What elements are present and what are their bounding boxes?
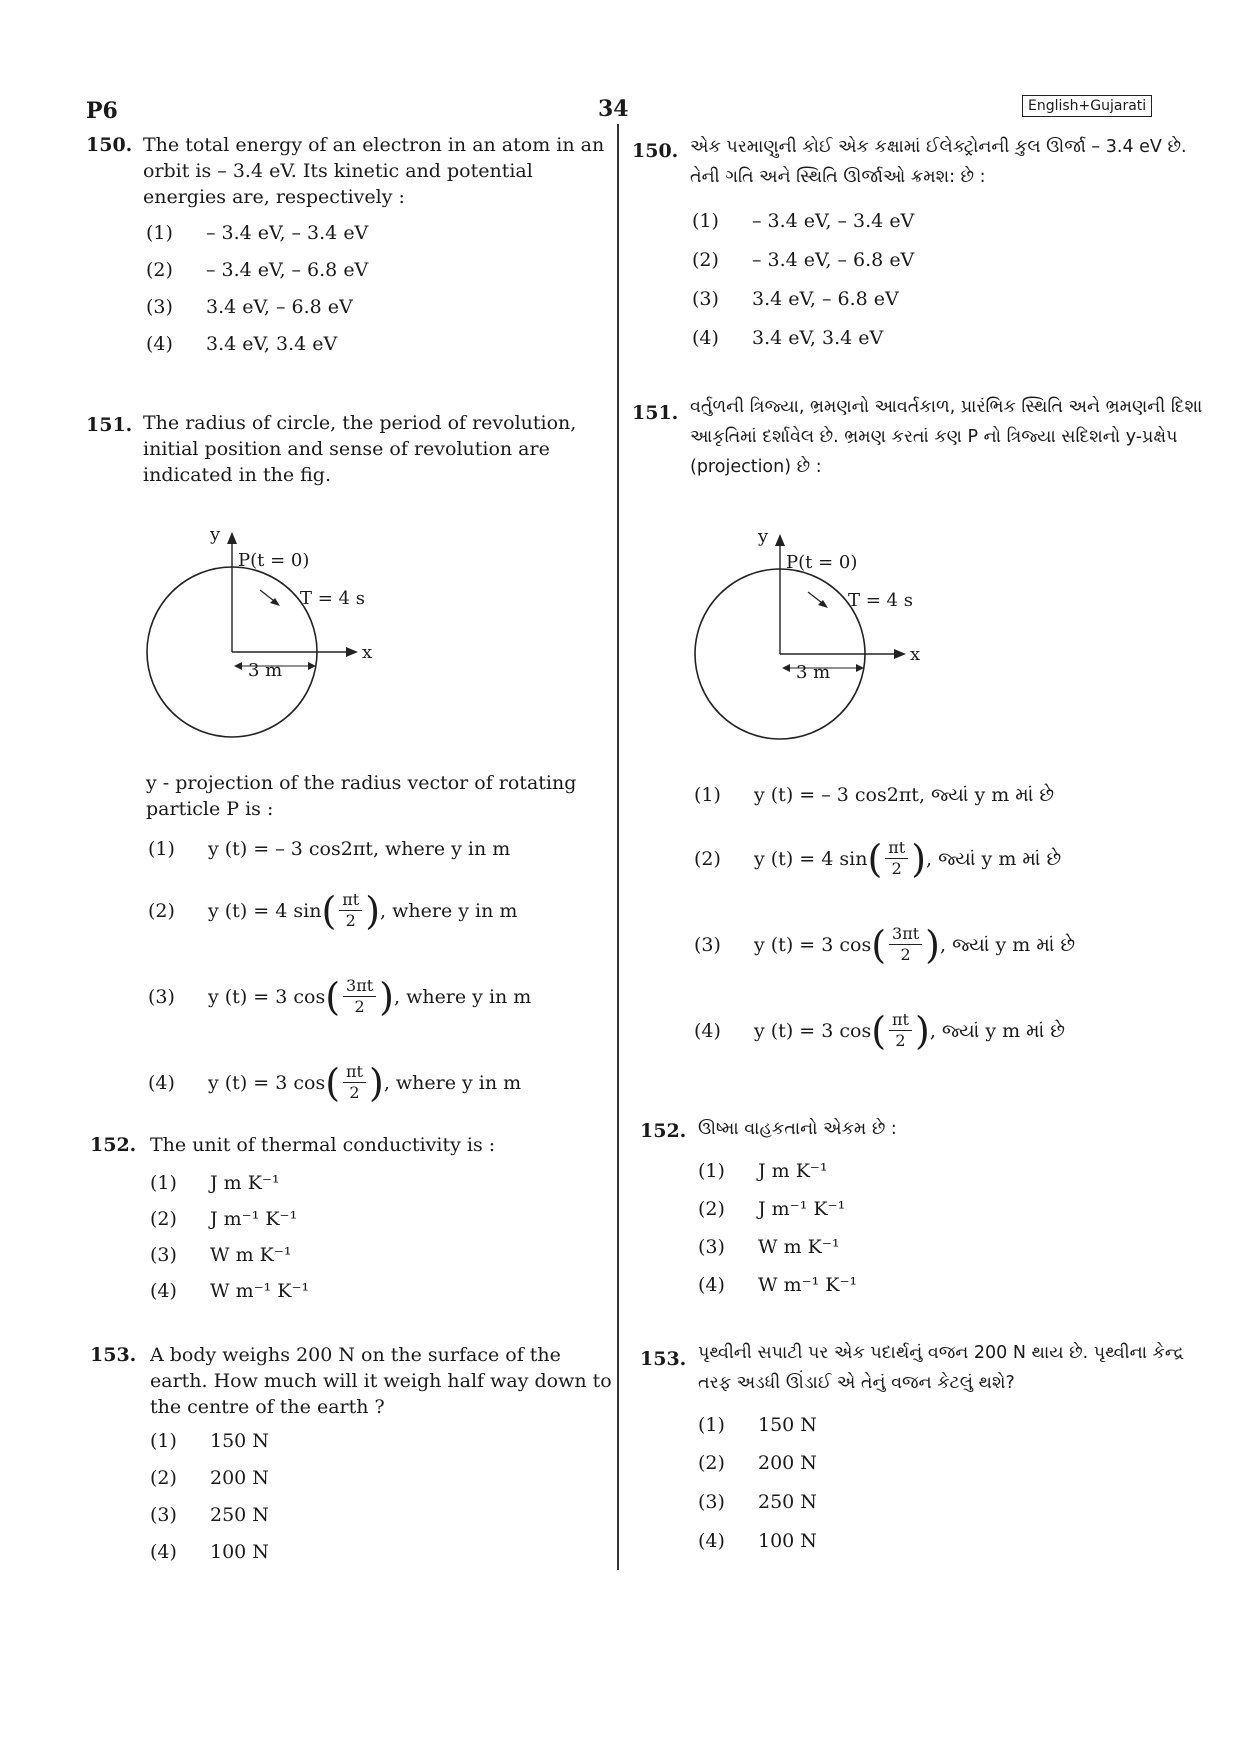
question-text: A body weighs 200 N on the surface of the earth. How much will it weigh half way down to the centre of the earth ? [150,1344,612,1418]
option: (1) J m K⁻¹ [698,1160,828,1182]
question-text: વર્તુળની ત્રિજ્યા, ભ્રમણનો આવર્તકાળ, પ્રારંભિક સ્થિતિ અને ભ્રમણની દિશા આકૃતિમાં દર્શાવેલ છે. ભ્રમણ કરતાં કણ P નો ત્રિજ્યા સદિશનો y-પ્રક્ષેપ (projection) છે : [690,397,1203,477]
option: (4) 3.4 eV, 3.4 eV [692,327,884,349]
option: (1) 150 N [150,1430,269,1452]
question-text: The total energy of an electron in an atom in an orbit is – 3.4 eV. Its kinetic and potential energies are, respectively : [143,134,605,208]
point-label: P(t = 0) [786,552,858,573]
option: (3) 250 N [698,1491,817,1513]
option: (2) y (t) = 4 sin ( $\frac{\pi t}{2}$ ) , જ્યાં y m માં છે [694,836,1062,881]
option: (1) – 3.4 eV, – 3.4 eV [146,222,369,244]
question-number: 152. [640,1120,687,1142]
circle-figure [688,522,948,762]
x-axis-label: x [910,644,921,665]
question-number: 151. [86,414,133,436]
option: (1) 150 N [698,1414,817,1436]
circle-figure [140,520,400,760]
question-number: 151. [632,402,679,424]
page-number: 34 [598,96,629,122]
question-text: The unit of thermal conductivity is : [150,1134,496,1156]
radius-label: 3 m [796,662,831,683]
option: (2) – 3.4 eV, – 6.8 eV [146,259,369,281]
option: (1) y (t) = – 3 cos2πt, where y in m [148,838,511,860]
question-text: ઊષ્મા વાહકતાનો એકમ છે : [698,1119,897,1139]
option: (4) y (t) = 3 cos ( $\frac{\pi t}{2}$ ) , જ્યાં y m માં છે [694,1008,1065,1053]
y-axis-label: y [758,526,769,547]
period-label: T = 4 s [848,590,913,611]
option: (2) y (t) = 4 sin ( $\frac{\pi t}{2}$ ) , where y in m [148,888,518,933]
language-badge: English+Gujarati [1022,95,1152,117]
option: (1) y (t) = – 3 cos2πt, જ્યાં y m માં છે [694,784,1055,806]
option: (4) W m⁻¹ K⁻¹ [698,1274,858,1296]
option: (2) 200 N [150,1467,269,1489]
option: (4) 3.4 eV, 3.4 eV [146,333,338,355]
x-axis-label: x [362,642,373,663]
radius-label: 3 m [248,660,283,681]
option: (2) 200 N [698,1452,817,1474]
option: (3) 3.4 eV, – 6.8 eV [692,288,899,310]
y-axis-label: y [210,524,221,545]
question-number: 153. [640,1348,687,1370]
point-label: P(t = 0) [238,550,310,571]
option: (3) W m K⁻¹ [150,1244,292,1266]
question-text: એક પરમાણુની કોઈ એક કક્ષામાં ઈલેક્ટ્રોનની કુલ ઊર્જા – 3.4 eV છે. તેની ગતિ અને સ્થિતિ ઊર્જાઓ ક્રમશ: છે : [690,137,1187,187]
option: (4) W m⁻¹ K⁻¹ [150,1280,310,1302]
option: (2) – 3.4 eV, – 6.8 eV [692,249,915,271]
option: (3) W m K⁻¹ [698,1236,840,1258]
period-label: T = 4 s [300,588,365,609]
option: (3) 250 N [150,1504,269,1526]
option: (4) 100 N [698,1530,817,1552]
option: (4) y (t) = 3 cos ( $\frac{\pi t}{2}$ ) , where y in m [148,1060,522,1105]
option: (3) y (t) = 3 cos ( $\frac{3\pi t}{2}$ ) , જ્યાં y m માં છે [694,922,1076,967]
option: (1) J m K⁻¹ [150,1172,280,1194]
paper-code: P6 [86,98,118,124]
option: (3) y (t) = 3 cos ( $\frac{3\pi t}{2}$ ) , where y in m [148,974,532,1019]
question-text-continued: y - projection of the radius vector of rotating particle P is : [146,772,577,820]
option: (4) 100 N [150,1541,269,1563]
option: (2) J m⁻¹ K⁻¹ [698,1198,846,1220]
question-number: 152. [90,1134,137,1156]
question-number: 150. [86,134,133,156]
option: (1) – 3.4 eV, – 3.4 eV [692,210,915,232]
question-text: પૃથ્વીની સપાટી પર એક પદાર્થનું વજન 200 N થાય છે. પૃથ્વીના કેન્દ્ર તરફ અડધી ઊંડાઈ એ તેનું વજન કેટલું થશે? [698,1343,1185,1393]
question-text: The radius of circle, the period of revolution, initial position and sense of revolution are indicated in the fig. [143,412,577,486]
option: (2) J m⁻¹ K⁻¹ [150,1208,298,1230]
question-number: 150. [632,140,679,162]
question-number: 153. [90,1344,137,1366]
option: (3) 3.4 eV, – 6.8 eV [146,296,353,318]
